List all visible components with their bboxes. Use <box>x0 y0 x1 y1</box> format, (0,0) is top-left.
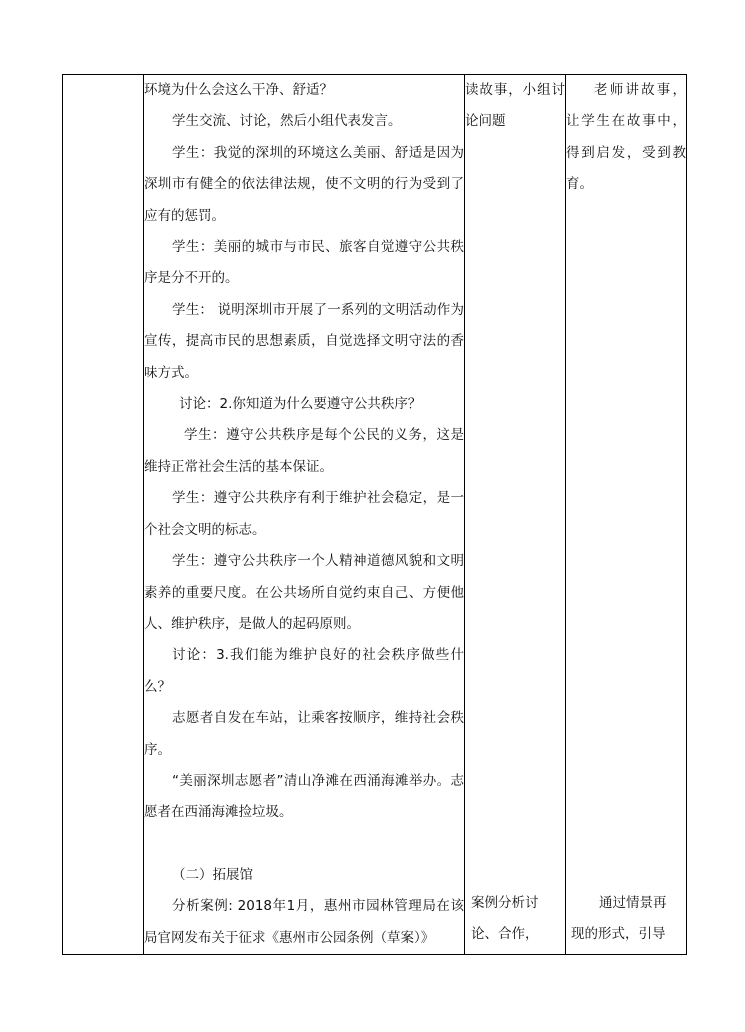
paragraph: “美丽深圳志愿者”清山净滩在西涌海滩举办。志愿者在西涌海滩捡垃圾。 <box>144 772 464 821</box>
student-activity-cell <box>465 75 566 955</box>
design-intent-cell <box>566 75 687 955</box>
design-intent-bottom: 通过情景再现的形式，引导 <box>571 895 667 943</box>
student-activity-bottom: 案例分析讨论、合作， <box>471 895 539 943</box>
discussion-question: 讨论：2.你知道为什么要遵守公共秩序？ <box>179 396 422 413</box>
paragraph: 学生：遵守公共秩序是每个公民的义务，这是维持正常社会生活的基本保证。 <box>144 427 464 475</box>
paragraph: 环境为什么会这么干净、舒适？ <box>144 82 333 98</box>
paragraph: 分析案例: 2018年1月，惠州市园林管理局在该局官网发布关于征求《惠州市公园条例（草案）》 <box>144 898 464 946</box>
paragraph: 学生： 说明深圳市开展了一系列的文明活动作为宣传，提高市民的思想素质，自觉选择文明守法的香味方式。 <box>144 301 464 381</box>
paragraph: 学生：美丽的城市与市民、旅客自觉遵守公共秩序是分不开的。 <box>144 239 464 287</box>
paragraph: 学生：遵守公共秩序有利于维护社会稳定，是一个社会文明的标志。 <box>144 490 464 538</box>
paragraph: 志愿者自发在车站，让乘客按顺序，维持社会秩序。 <box>144 710 464 758</box>
spacer <box>144 829 464 860</box>
lesson-plan-table <box>62 74 687 955</box>
teaching-process-cell <box>144 75 465 955</box>
paragraph: 学生：遵守公共秩序一个人精神道德风貌和文明素养的重要尺度。在公共场所自觉约束自己、方便他人、维护秩序，是做人的起码原则。 <box>144 553 464 632</box>
paragraph: 学生：我觉的深圳的环境这么美丽、舒适是因为深圳市有健全的依法律法规，使不文明的行为受到了应有的惩罚。 <box>144 144 464 224</box>
section-column-cell <box>63 75 144 955</box>
student-activity-top: 读故事，小组讨论问题 <box>465 82 565 130</box>
table-row <box>63 75 687 955</box>
design-intent-top: 老师讲故事，让学生在故事中，得到启发，受到教育。 <box>566 82 686 193</box>
paragraph: 学生交流、讨论，然后小组代表发言。 <box>172 113 402 130</box>
section-heading: （二）拓展馆 <box>172 866 253 883</box>
discussion-question: 讨论：3.我们能为维护良好的社会秩序做些什么？ <box>144 647 464 695</box>
